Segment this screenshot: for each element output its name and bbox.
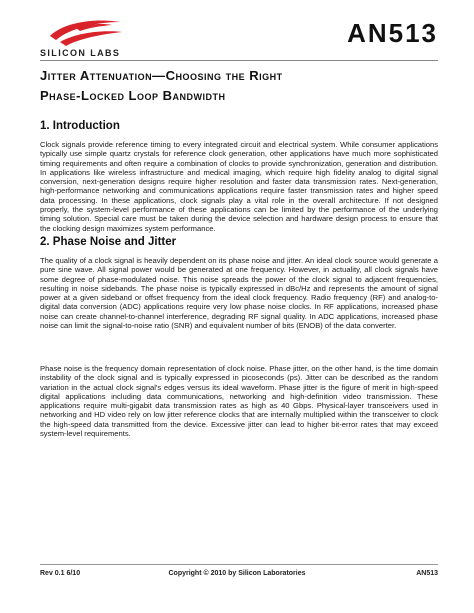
title-line-2: Phase-Locked Loop Bandwidth: [40, 88, 226, 103]
footer-revision: Rev 0.1 6/10: [40, 570, 81, 577]
footer-rule: [40, 564, 438, 565]
paragraph-phase-noise-2: Phase noise is the frequency domain representation of clock noise. Phase jitter, on the other hand, is the time domain instability of the clock signal and is typically expressed in picoseconds (ps). Jitter can be described as the random variation in the actual clock signal's edges versus its ideal waveform. Phase jitter is the figure of merit in high-speed digital applications including data communications, networking and high-definition video transmission. These applications require multi-gigabit data transmission rates as high as 40 Gbps. Physical-layer transceivers used in networking and HD video rely on low jitter reference clocks that are internally multiplied within the transceiver to clock the high-speed data transmitted from the device. Excessive jitter can lead to higher bit-error rates that may exceed system-level requirements.: [40, 364, 438, 439]
company-logo: [40, 14, 130, 64]
logo-swoosh-icon: [46, 14, 124, 48]
title-line-1: Jitter Attenuation—Choosing the Right: [40, 68, 283, 83]
paragraph-phase-noise-1: The quality of a clock signal is heavily dependent on its phase noise and jitter. An ideal clock source would generate a pure sine wave. All signal power would be generated at one frequency. However, in actuality, all clock signals have some degree of phase-modulated noise. This noise spreads the power of the clock signal to adjacent frequencies, resulting in noise sidebands. The phase noise is typically expressed in dBc/Hz and represents the amount of signal power at a given sideband or offset frequency from the ideal clock frequency. Radio frequency (RF) and analog-to-digital data conversion (ADC) applications require very low phase noise clocks. In RF applications, increased phase noise can create channel-to-channel interference, degrading RF signal quality. In ADC applications, increased phase noise can limit the signal-to-noise ratio (SNR) and equivalent number of bits (ENOB) of the data converter.: [40, 256, 438, 331]
document-id: AN513: [347, 18, 438, 48]
logo-wordmark: SILICON LABS: [40, 48, 121, 58]
footer-doc-id: AN513: [416, 570, 438, 577]
footer-copyright: Copyright © 2010 by Silicon Laboratories: [168, 570, 306, 577]
section-heading-introduction: 1. Introduction: [40, 120, 120, 132]
section-heading-phase-noise: 2. Phase Noise and Jitter: [40, 236, 177, 248]
page-title: [40, 66, 440, 106]
paragraph-introduction: Clock signals provide reference timing to every integrated circuit and electrical system. While consumer applications typically use simple quartz crystals for reference clock generation, other applications have much more sophisticated timing requirements and often require a combination of clocks to provide synchronization, generation and distribution. In applications like wireless infrastructure and medical imaging, which require high fidelity analog to digital signal conversion, next-generation designs require higher resolution and faster data transmission rates. Next-generation, high-performance networking and communications applications require faster transmission rates and higher speed data processing. In these applications, clock signals play a vital role in the overall architecture. If not designed properly, the system-level performance of these applications can be limited by the performance of the underlying timing solution. Special care must be taken during the device selection and hardware design process to ensure that the clocking design maximizes system performance.: [40, 140, 438, 233]
header-rule: [40, 60, 438, 61]
